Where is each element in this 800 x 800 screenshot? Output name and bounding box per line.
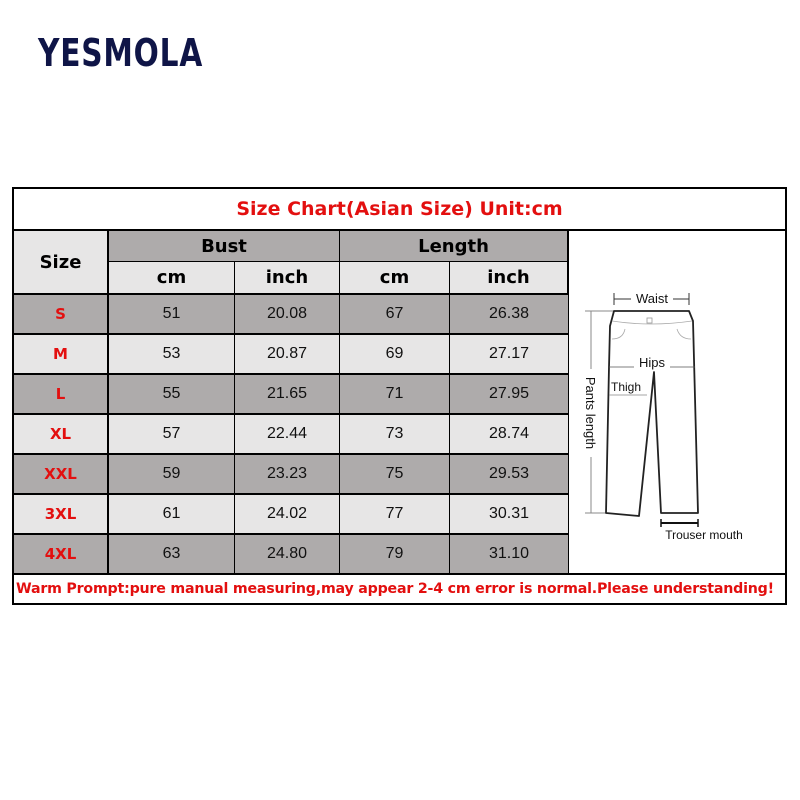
length-inch: 27.95 [488,385,530,402]
table-row [14,533,568,573]
bust-inch: 24.02 [235,495,340,533]
size-label: 3XL [14,495,109,533]
bust-cm: 63 [109,535,235,573]
length-cm: 77 [340,495,450,533]
waist-label: Waist [635,291,669,306]
header-bust: Bust [109,231,340,262]
length-inch: 31.10 [488,545,530,562]
size-label: 4XL [14,535,109,573]
table-row [14,333,568,373]
table-row [14,293,568,333]
length-inch: 27.17 [488,345,530,362]
header-bust-inch: inch [235,262,340,293]
size-label: S [14,295,109,333]
trouser-mouth-label: Trouser mouth [665,528,743,541]
header-length: Length [340,231,568,262]
length-cm: 79 [340,535,450,573]
bust-inch: 23.23 [235,455,340,493]
pants-measurement-diagram [579,281,779,541]
header-size: Size [14,231,109,293]
size-chart-table [12,187,787,605]
table-row [14,373,568,413]
bust-inch: 20.87 [235,335,340,373]
pants-length-label: Pants length [583,376,598,450]
size-label: L [14,375,109,413]
header-length-inch: inch [450,262,568,293]
length-inch: 28.74 [488,425,530,442]
length-inch: 30.31 [488,505,530,522]
thigh-label: Thigh [611,380,642,394]
table-row [14,413,568,453]
bust-inch: 20.08 [235,295,340,333]
bust-cm: 55 [109,375,235,413]
table-row [14,453,568,493]
bust-cm: 57 [109,415,235,453]
hips-label: Hips [638,355,666,370]
pants-diagram-cell [568,231,785,573]
chart-title: Size Chart(Asian Size) Unit:cm [14,189,785,231]
table-row [14,493,568,533]
size-label: XXL [14,455,109,493]
header-bust-cm: cm [109,262,235,293]
size-label: M [14,335,109,373]
length-inch: 26.38 [488,305,530,322]
length-cm: 73 [340,415,450,453]
bust-inch: 21.65 [235,375,340,413]
length-cm: 67 [340,295,450,333]
bust-cm: 53 [109,335,235,373]
pants-icon [579,281,779,541]
bust-inch: 22.44 [235,415,340,453]
bust-cm: 59 [109,455,235,493]
warm-prompt-note: Warm Prompt:pure manual measuring,may appear 2-4 cm error is normal.Please understanding! [14,573,785,603]
header-length-cm: cm [340,262,450,293]
length-cm: 69 [340,335,450,373]
length-inch: 29.53 [488,465,530,482]
bust-inch: 24.80 [235,535,340,573]
bust-cm: 61 [109,495,235,533]
size-label: XL [14,415,109,453]
brand-logo: YESMOLA [38,31,204,75]
length-cm: 75 [340,455,450,493]
bust-cm: 51 [109,295,235,333]
length-cm: 71 [340,375,450,413]
